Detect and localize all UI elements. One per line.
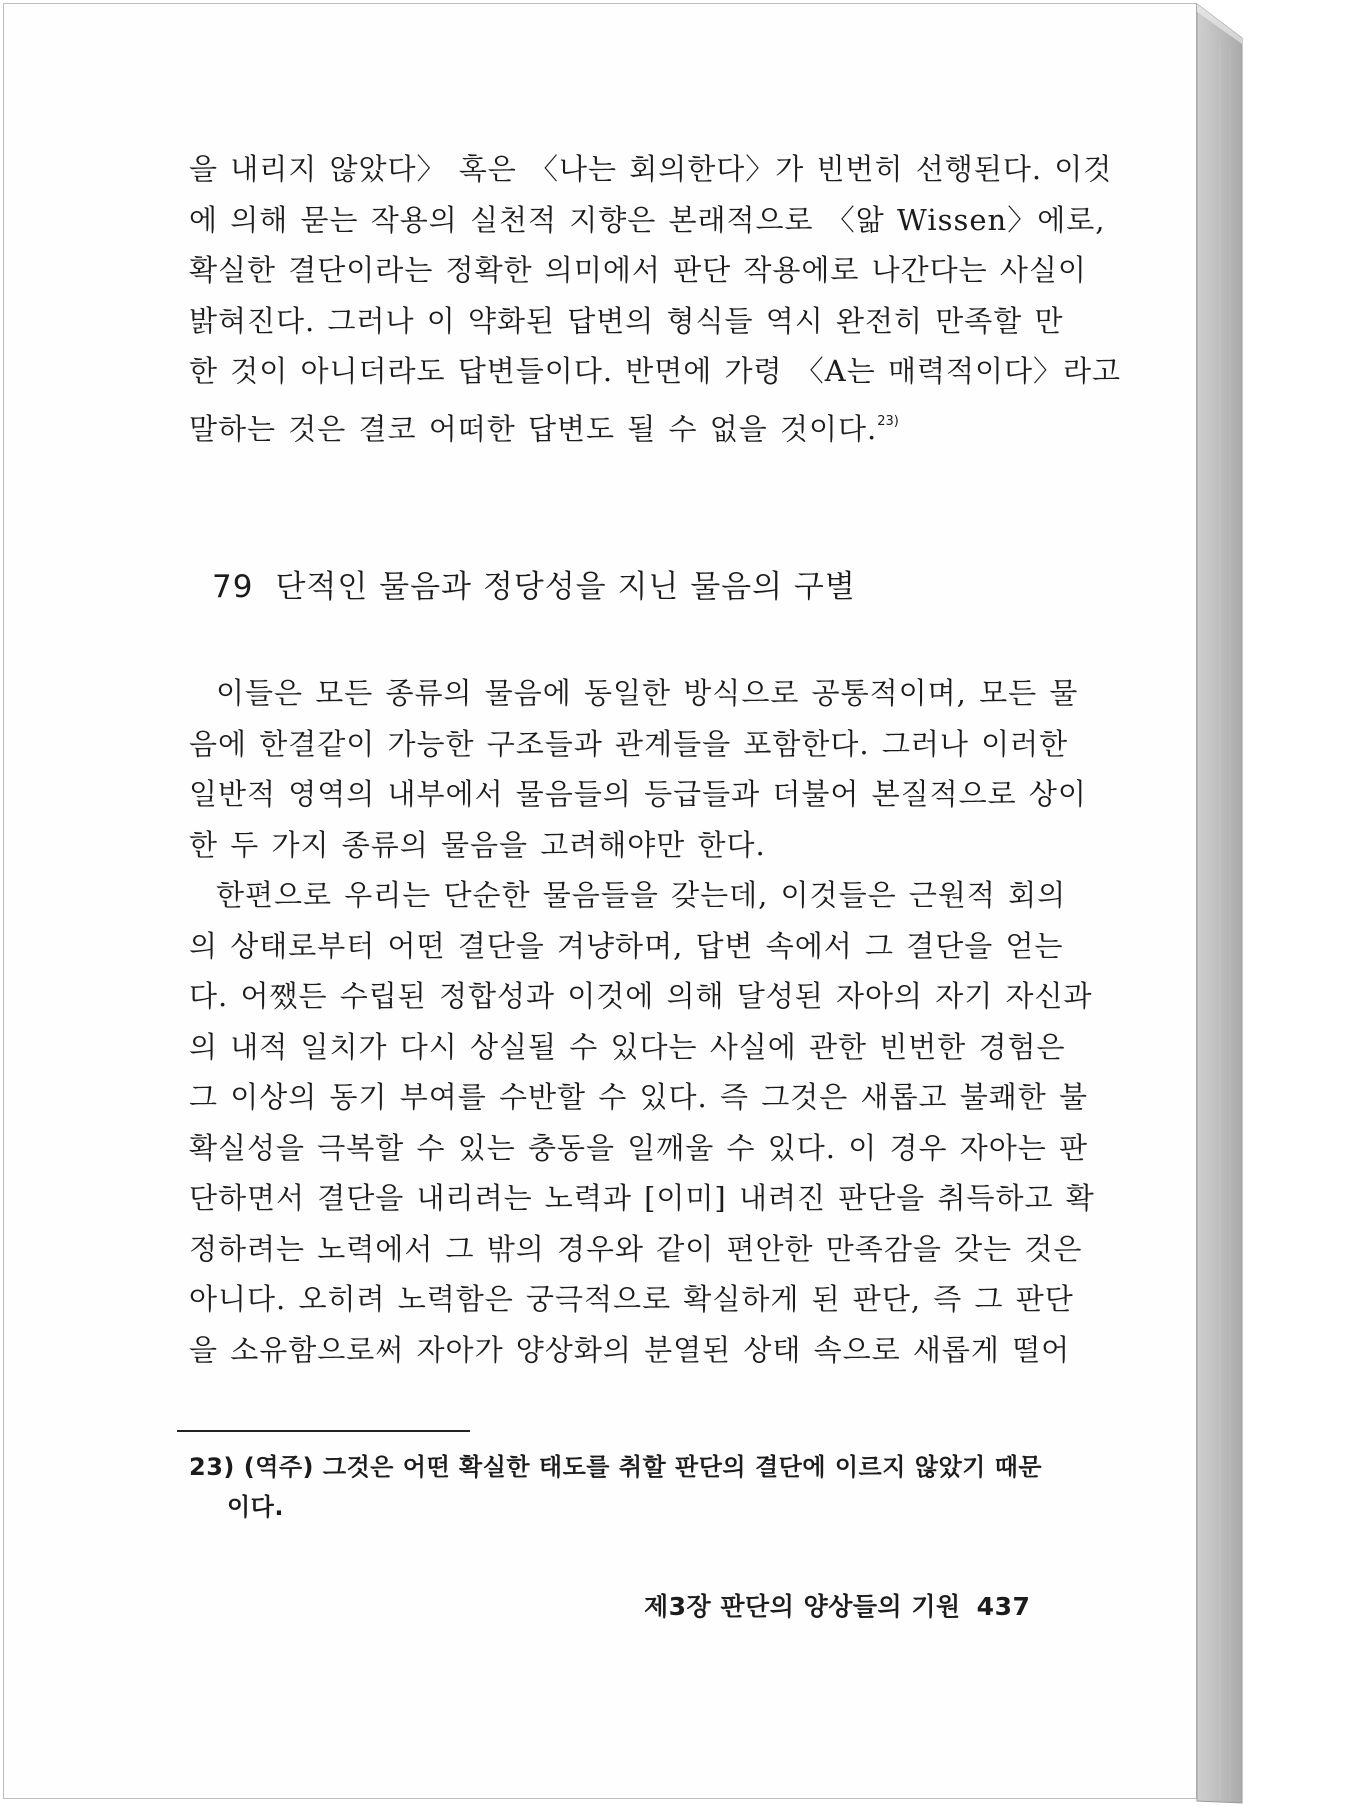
footnote	[189, 1447, 1059, 1527]
paragraph-1	[189, 668, 1087, 870]
text-line: 일반적 영역의 내부에서 물음들의 등급들과 더불어 본질적으로 상이	[189, 777, 1087, 811]
text-line: 한 것이 아니더라도 답변들이다. 반면에 가령 〈A는 매력적이다〉라고	[189, 354, 1122, 388]
text-line: 이들은 모든 종류의 물음에 동일한 방식으로 공통적이며, 모든 물	[216, 676, 1079, 710]
section-number: 79	[212, 569, 254, 605]
text-line: 그 이상의 동기 부여를 수반할 수 있다. 즉 그것은 새롭고 불쾌한 불	[189, 1080, 1088, 1114]
book-edge	[1190, 0, 1345, 1806]
running-footer	[644, 1587, 1031, 1623]
footnote-line: 이다.	[227, 1493, 284, 1521]
text-line: 확실한 결단이라는 정확한 의미에서 판단 작용에로 나간다는 사실이	[189, 253, 1087, 287]
paragraph-2	[189, 870, 1095, 1375]
top-paragraph-text	[189, 144, 1122, 454]
page-number: 437	[976, 1592, 1031, 1621]
book-page	[3, 3, 1197, 1799]
text-line: 에 의해 묻는 작용의 실천적 지향은 본래적으로 〈앎 Wissen〉에로,	[189, 202, 1106, 237]
section-title: 단적인 물음과 정당성을 지닌 물음의 구별	[275, 569, 856, 605]
text-line: 다. 어쨌든 수립된 정합성과 이것에 의해 달성된 자아의 자기 자신과	[189, 979, 1093, 1013]
text-line: 을 내리지 않았다〉 혹은 〈나는 회의한다〉가 빈번히 선행된다. 이것	[189, 152, 1113, 186]
text-line: 말하는 것은 결코 어떠한 답변도 될 수 없을 것이다.	[189, 411, 878, 446]
text-line: 의 내적 일치가 다시 상실될 수 있다는 사실에 관한 빈번한 경험은	[189, 1029, 1066, 1064]
footnote-reference[interactable]: 23)	[877, 413, 899, 429]
section-heading	[212, 561, 856, 606]
text-line: 단하면서 결단을 내리려는 노력과 [이미] 내려진 판단을 취득하고 확	[189, 1181, 1095, 1215]
text-line-last	[189, 397, 1059, 455]
text-line: 한편으로 우리는 단순한 물음들을 갖는데, 이것들은 근원적 회의	[216, 878, 1067, 912]
footnote-line: 23) (역주) 그것은 어떤 확실한 태도를 취할 판단의 결단에 이르지 않았기 때문	[189, 1453, 1043, 1481]
text-line: 밝혀진다. 그러나 이 약화된 답변의 형식들 역시 완전히 만족할 만	[189, 303, 1064, 338]
text-line: 을 소유함으로써 자아가 양상화의 분열된 상태 속으로 새롭게 떨어	[189, 1332, 1071, 1367]
text-line: 정하려는 노력에서 그 밖의 경우와 같이 편안한 만족감을 갖는 것은	[189, 1231, 1083, 1266]
text-line: 확실성을 극복할 수 있는 충동을 일깨울 수 있다. 이 경우 자아는 판	[189, 1130, 1088, 1165]
text-line: 한 두 가지 종류의 물음을 고려해야만 한다.	[189, 827, 766, 862]
text-line: 아니다. 오히려 노력함은 궁극적으로 확실하게 된 판단, 즉 그 판단	[189, 1282, 1074, 1316]
footnote-divider	[177, 1430, 470, 1432]
chapter-title: 제3장 판단의 양상들의 기원	[644, 1592, 961, 1621]
text-line: 음에 한결같이 가능한 구조들과 관계들을 포함한다. 그러나 이러한	[189, 726, 1069, 761]
text-line: 의 상태로부터 어떤 결단을 겨냥하며, 답변 속에서 그 결단을 얻는	[189, 928, 1064, 963]
paragraph-1-text	[189, 668, 1087, 870]
paragraph-2-text	[189, 870, 1095, 1375]
top-paragraph	[189, 144, 1122, 454]
